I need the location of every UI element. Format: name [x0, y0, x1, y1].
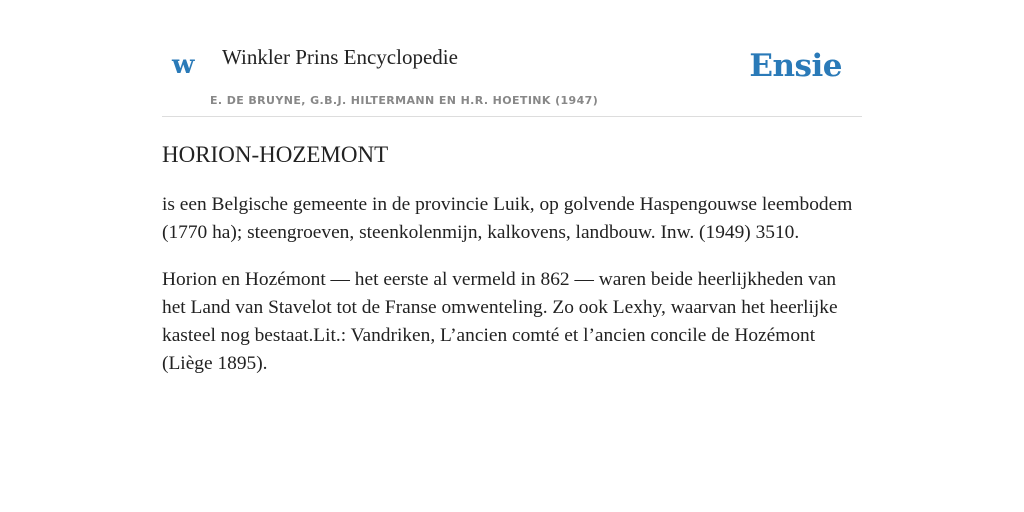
article-page [162, 0, 862, 374]
source-header [162, 0, 862, 117]
entry-body [162, 191, 862, 397]
entry-paragraph: is een Belgische gemeente in de provincie Luik, op golvende Haspengouwse leembodem (1770 ha); steengroeven, steenkolenmijn, kalkovens, landbouw. Inw. (1949) 3510. [162, 194, 853, 243]
source-authors: E. DE BRUYNE, G.B.J. HILTERMANN EN H.R. HOETINK (1947) [210, 94, 599, 107]
ensie-logo-link[interactable]: Ensie [749, 48, 842, 84]
entry-title: HORION-HOZEMONT [162, 142, 389, 167]
entry-paragraph: Horion en Hozémont — het eerste al vermeld in 862 — waren beide heerlijkheden van het Land van Stavelot tot de Franse omwenteling. Zo ook Lexhy, waarvan het heerlijke kasteel nog bestaat.Lit.: Vandriken, L’ancien comté et l’ancien concile de Hozémont (Liège 1895). [162, 269, 838, 374]
source-title[interactable]: Winkler Prins Encyclopedie [222, 45, 458, 69]
winkler-prins-logo[interactable]: w [172, 50, 195, 80]
